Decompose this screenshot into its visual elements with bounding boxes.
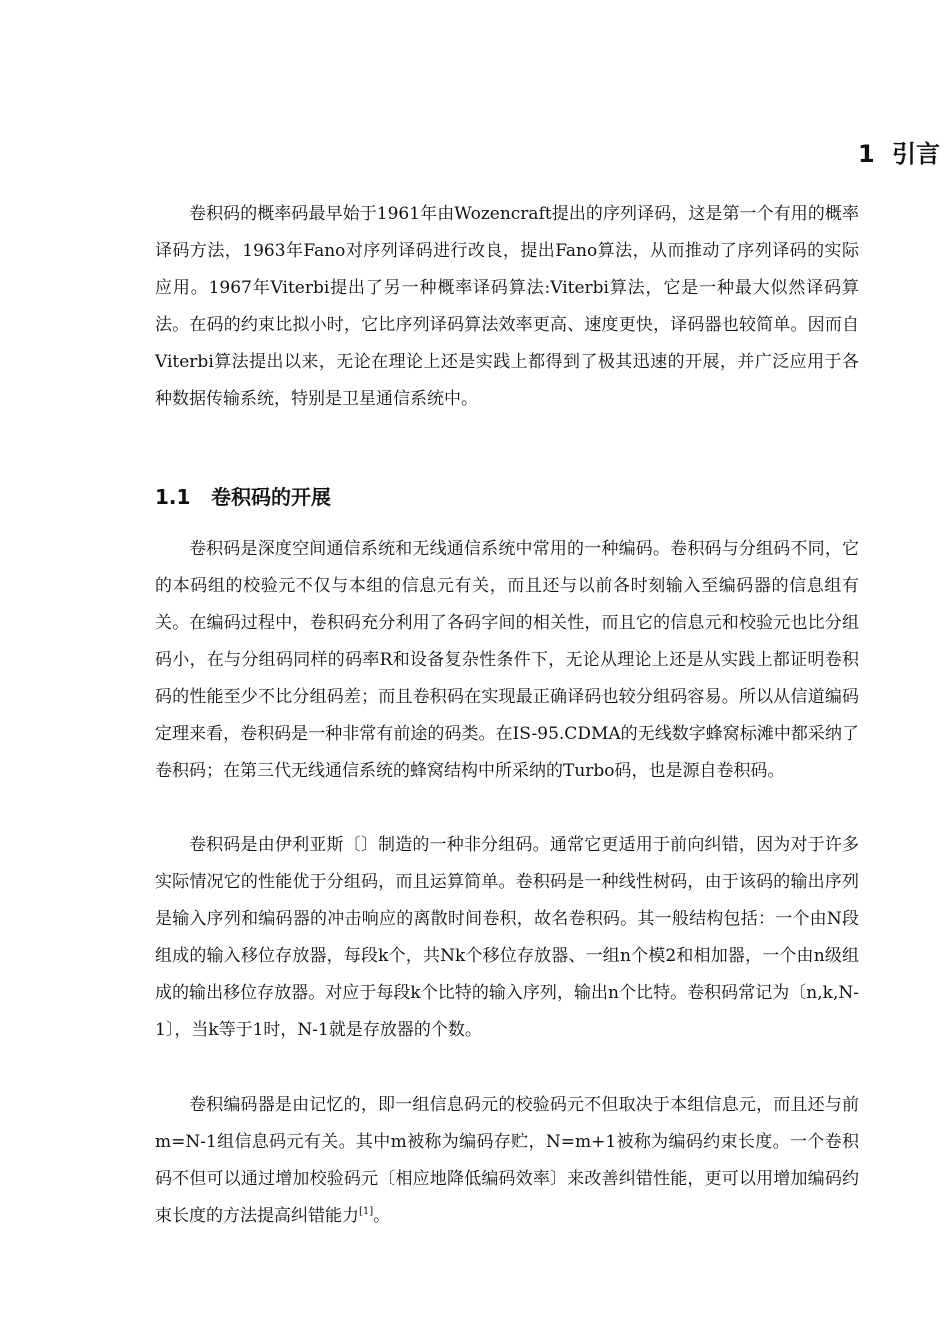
- section-paragraph-1: 卷积码是深度空间通信系统和无线通信系统中常用的一种编码。卷积码与分组码不同，它的本码组的校验元不仅与本组的信息元有关，而且还与以前各时刻输入至编码器的信息组有关。在编码过程中，卷积码充分利用了各码字间的相关性，而且它的信息元和校验元也比分组码小，在与分组码同样的码率R和设备复杂性条件下，无论从理论上还是从实践上都证明卷积码的性能至少不比分组码差；而且卷积码在实现最正确译码也较分组码容易。所以从信道编码定理来看，卷积码是一种非常有前途的码类。在IS-95.CDMA的无线数字蜂窝标滩中都采纳了卷积码；在第三代无线通信系统的蜂窝结构中所采纳的Turbo码，也是源自卷积码。: [155, 539, 859, 781]
- section-paragraph-2: 卷积码是由伊利亚斯〔〕制造的一种非分组码。通常它更适用于前向纠错，因为对于许多实际情况它的性能优于分组码，而且运算简单。卷积码是一种线性树码，由于该码的输出序列是输入序列和编码器的冲击响应的离散时间卷积，故名卷积码。其一般结构包括：一个由N段组成的输入移位存放器，每段k个，共Nk个移位存放器、一组n个模2和相加器，一个由n级组成的输出移位存放器。对应于每段k个比特的输入序列，输出n个比特。卷积码常记为〔n,k,N-1〕，当k等于1时，N-1就是存放器的个数。: [155, 835, 859, 1040]
- section-paragraph-3: [155, 1087, 859, 1235]
- section-number: 1.1: [155, 485, 191, 509]
- citation-reference: [1]: [359, 1206, 374, 1217]
- chapter-title: 引言: [892, 140, 940, 168]
- intro-paragraph: 卷积码的概率码最早始于1961年由Wozencraft提出的序列译码，这是第一个有用的概率译码方法，1963年Fano对序列译码进行改良，提出Fano算法，从而推动了序列译码的实际应用。1967年Viterbi提出了另一种概率译码算法:Viterbi算法，它是一种最大似然译码算法。在码的约束比拟小时，它比序列译码算法效率更高、速度更快，译码器也较简单。因而自Viterbi算法提出以来，无论在理论上还是实践上都得到了极其迅速的开展，并广泛应用于各种数据传输系统，特别是卫星通信系统中。: [155, 204, 859, 409]
- chapter-number: 1: [858, 140, 875, 168]
- section-title: 卷积码的开展: [211, 485, 331, 509]
- paragraph-end-punctuation: 。: [373, 1206, 391, 1226]
- section-paragraph-3-text: 卷积编码器是由记忆的，即一组信息码元的校验码元不但取决于本组信息元，而且还与前m=N-1组信息码元有关。其中m被称为编码存贮，N=m+1被称为编码约束长度。一个卷积码不但可以通过增加校验码元〔相应地降低编码效率〕来改善纠错性能，更可以用增加编码约束长度的方法提高纠错能力: [155, 1095, 859, 1226]
- section-heading: [155, 482, 331, 512]
- chapter-heading: [858, 136, 950, 172]
